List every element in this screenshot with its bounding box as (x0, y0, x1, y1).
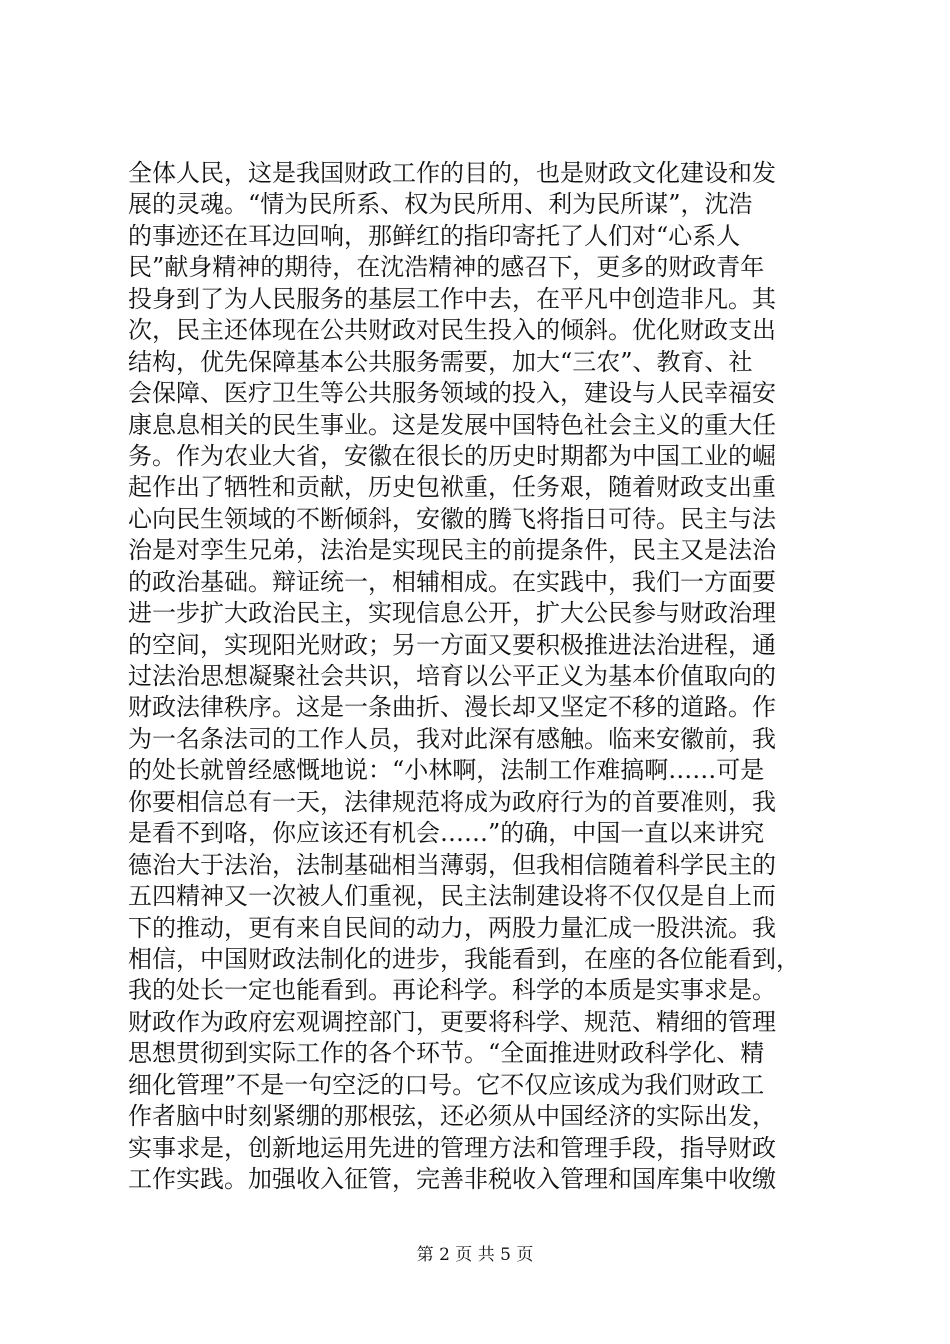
text-line: 我的处长一定也能看到。再论科学。科学的本质是实事求是。 (128, 976, 776, 1005)
text-line: 展的灵魂。“情为民所系、权为民所用、利为民所谋”，沈浩 (128, 190, 753, 219)
text-line: 工作实践。加强收入征管，完善非税收入管理和国库集中收缴 (128, 1165, 776, 1193)
text-line: 财政作为政府宏观调控部门，更要将科学、规范、精细的管理 (128, 1007, 776, 1036)
text-line: 作者脑中时刻紧绷的那根弦，还必须从中国经济的实际出发， (128, 1102, 776, 1131)
text-line: 细化管理”不是一句空泛的口号。它不仅应该成为我们财政工 (128, 1070, 765, 1099)
text-line: 心向民生领域的不断倾斜，安徽的腾飞将指日可待。民主与法 (128, 504, 776, 533)
text-line: 会保障、医疗卫生等公共服务领域的投入，建设与人民幸福安 (128, 379, 776, 408)
text-line: 你要相信总有一天，法律规范将成为政府行为的首要准则，我 (128, 787, 776, 816)
body-text (128, 158, 828, 1195)
text-line: 务。作为农业大省，安徽在很长的历史时期都为中国工业的崛 (128, 441, 776, 470)
text-line: 的处长就曾经感慨地说：“小林啊，法制工作难搞啊……可是 (128, 756, 765, 785)
text-line: 实事求是，创新地运用先进的管理方法和管理手段，指导财政 (128, 1133, 776, 1162)
text-line: 财政法律秩序。这是一条曲折、漫长却又坚定不移的道路。作 (128, 693, 776, 722)
text-line: 进一步扩大政治民主，实现信息公开，扩大公民参与财政治理 (128, 599, 776, 628)
text-line: 是看不到咯，你应该还有机会……”的确，中国一直以来讲究 (128, 819, 765, 848)
text-line: 的空间，实现阳光财政；另一方面又要积极推进法治进程，通 (128, 630, 776, 659)
text-line: 治是对孪生兄弟，法治是实现民主的前提条件，民主又是法治 (128, 536, 776, 565)
text-line: 为一名条法司的工作人员，我对此深有感触。临来安徽前，我 (128, 724, 776, 753)
text-line: 过法治思想凝聚社会共识，培育以公平正义为基本价值取向的 (128, 662, 776, 690)
text-line: 民”献身精神的期待，在沈浩精神的感召下，更多的财政青年 (128, 253, 765, 282)
text-line: 相信，中国财政法制化的进步，我能看到，在座的各位能看到， (128, 944, 800, 973)
text-line: 次，民主还体现在公共财政对民生投入的倾斜。优化财政支出 (128, 316, 776, 345)
text-line: 全体人民，这是我国财政工作的目的，也是财政文化建设和发 (128, 159, 776, 187)
text-line: 结构，优先保障基本公共服务需要，加大“三农”、教育、社 (128, 347, 753, 376)
text-line: 五四精神又一次被人们重视，民主法制建设将不仅仅是自上而 (128, 882, 776, 911)
text-line: 起作出了牺牲和贡献，历史包袱重，任务艰，随着财政支出重 (128, 473, 776, 502)
page-number-footer: 第 2 页 共 5 页 (416, 1245, 534, 1265)
text-line: 的事迹还在耳边回响，那鲜红的指印寄托了人们对“心系人 (128, 221, 741, 250)
text-line: 下的推动，更有来自民间的动力，两股力量汇成一股洪流。我 (128, 913, 776, 942)
text-line: 德治大于法治，法制基础相当薄弱，但我相信随着科学民主的 (128, 850, 776, 879)
text-line: 思想贯彻到实际工作的各个环节。“全面推进财政科学化、精 (128, 1039, 765, 1068)
text-line: 的政治基础。辩证统一，相辅相成。在实践中，我们一方面要 (128, 567, 776, 596)
text-line: 康息息相关的民生事业。这是发展中国特色社会主义的重大任 (128, 410, 776, 439)
text-line: 投身到了为人民服务的基层工作中去，在平凡中创造非凡。其 (128, 284, 776, 313)
